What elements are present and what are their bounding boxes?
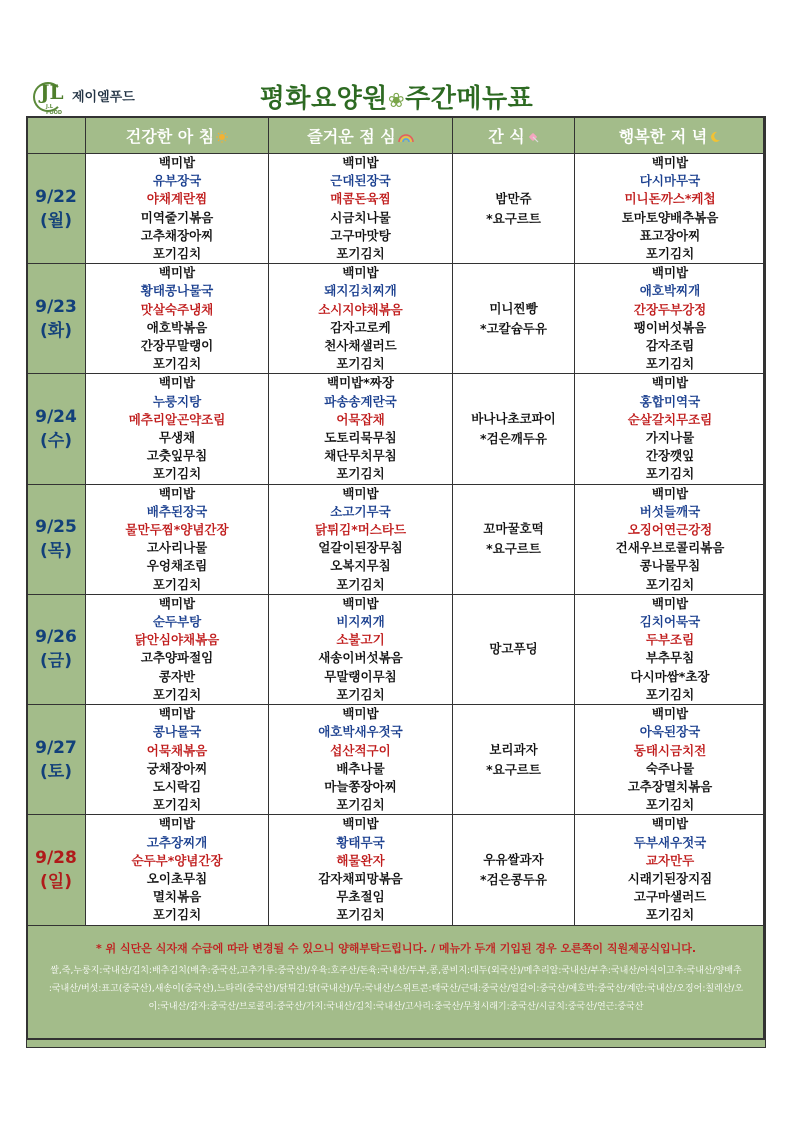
menu-item: 보리과자 bbox=[489, 741, 538, 757]
weekday-label: (목) bbox=[40, 541, 72, 562]
menu-item: 바나나초코파이 bbox=[471, 411, 556, 427]
menu-item: 고춧잎무침 bbox=[146, 448, 208, 464]
menu-item: 백미밥*짜장 bbox=[327, 375, 394, 391]
menu-item: 순살갈치무조림 bbox=[627, 411, 713, 427]
menu-item: 포기김치 bbox=[152, 246, 202, 262]
menu-item: 백미밥 bbox=[158, 485, 196, 501]
menu-item: 섭산적구이 bbox=[330, 742, 391, 758]
menu-item: 메추리알곤약조림 bbox=[128, 411, 226, 427]
menu-item: 포기김치 bbox=[152, 466, 202, 482]
menu-item: 고추장멸치볶음 bbox=[627, 778, 713, 794]
header-breakfast: 건강한 아 침 bbox=[86, 117, 269, 154]
menu-item: 백미밥 bbox=[158, 265, 196, 281]
menu-item: 닭튀김*머스타드 bbox=[314, 522, 407, 538]
menu-item: *검은콩두유 bbox=[480, 871, 547, 887]
date-label: 9/22 bbox=[35, 186, 77, 207]
menu-item: 백미밥 bbox=[158, 706, 196, 722]
menu-item: 백미밥 bbox=[158, 375, 196, 391]
menu-item: *요구르트 bbox=[486, 541, 541, 557]
menu-item: 유부장국 bbox=[152, 173, 202, 189]
menu-item: 김치어묵국 bbox=[639, 614, 701, 630]
menu-item: 포기김치 bbox=[645, 466, 695, 482]
menu-item: 다시마무국 bbox=[639, 173, 701, 189]
menu-item: 물만두찜*양념간장 bbox=[125, 522, 229, 538]
menu-item: 새송이버섯볶음 bbox=[318, 650, 403, 666]
menu-item: 시래기된장지짐 bbox=[627, 870, 713, 886]
menu-item: 근대된장국 bbox=[330, 173, 391, 189]
menu-item: 토마토양배추볶음 bbox=[621, 209, 719, 225]
menu-item: 간장깻잎 bbox=[645, 448, 695, 464]
menu-item: 간장두부강정 bbox=[633, 301, 707, 317]
weekday-label: (토) bbox=[40, 761, 72, 782]
menu-item: 고사리나물 bbox=[146, 540, 208, 556]
menu-item: 미역줄기볶음 bbox=[140, 209, 214, 225]
menu-item: 어묵채볶음 bbox=[146, 742, 208, 758]
menu-item: 망고푸딩 bbox=[489, 641, 538, 657]
menu-item: 오징어연근강정 bbox=[627, 522, 713, 538]
menu-item: 멸치볶음 bbox=[152, 889, 202, 905]
menu-item: 순두부탕 bbox=[152, 614, 202, 630]
menu-item: 감자채피망볶음 bbox=[318, 870, 403, 886]
header-lunch: 즐거운 점 심 bbox=[269, 117, 453, 154]
menu-item: 맛살숙주냉채 bbox=[140, 301, 214, 317]
menu-item: 백미밥 bbox=[651, 265, 689, 281]
menu-item: 포기김치 bbox=[336, 246, 385, 262]
date-label: 9/25 bbox=[35, 517, 77, 538]
menu-item: 감자고로케 bbox=[330, 319, 391, 335]
menu-item: 백미밥 bbox=[651, 706, 689, 722]
menu-item: 포기김치 bbox=[336, 797, 385, 813]
menu-item: 포기김치 bbox=[152, 686, 202, 702]
menu-item: *고칼슘두유 bbox=[480, 320, 547, 336]
menu-item: 무초절임 bbox=[336, 889, 385, 905]
menu-item: 황태무국 bbox=[336, 834, 385, 850]
menu-item: 백미밥 bbox=[342, 816, 379, 832]
menu-item: 가지나물 bbox=[645, 430, 695, 446]
menu-item: 야채계란찜 bbox=[146, 191, 208, 207]
menu-item: 부추무침 bbox=[645, 650, 695, 666]
menu-item: 포기김치 bbox=[645, 576, 695, 592]
table-frame bbox=[26, 116, 765, 1040]
weekday-label: (일) bbox=[40, 871, 72, 892]
menu-item: 백미밥 bbox=[651, 595, 689, 611]
menu-item: 애호박새우젓국 bbox=[318, 724, 403, 740]
menu-item: 우유쌀과자 bbox=[483, 851, 544, 867]
menu-item: 교자만두 bbox=[645, 852, 695, 868]
weekday-label: (수) bbox=[40, 431, 72, 452]
menu-item: 백미밥 bbox=[651, 155, 689, 170]
menu-item: 채단무치무침 bbox=[324, 448, 397, 464]
menu-item: 누룽지탕 bbox=[152, 393, 202, 409]
menu-item: 포기김치 bbox=[645, 246, 695, 262]
menu-item: 돼지김치찌개 bbox=[324, 283, 397, 299]
menu-item: 무말랭이무침 bbox=[324, 668, 397, 684]
menu-item: 버섯들깨국 bbox=[639, 503, 701, 519]
menu-item: 백미밥 bbox=[342, 155, 379, 170]
menu-item: 팽이버섯볶음 bbox=[633, 319, 707, 335]
menu-item: 백미밥 bbox=[342, 706, 379, 722]
menu-item: 백미밥 bbox=[342, 265, 379, 281]
menu-item: 포기김치 bbox=[645, 907, 695, 923]
menu-item: 다시마쌈*초장 bbox=[630, 668, 710, 684]
menu-item: 애호박볶음 bbox=[146, 319, 208, 335]
menu-item: 백미밥 bbox=[342, 485, 379, 501]
header-dinner: 행복한 저 녁 bbox=[575, 117, 766, 154]
weekday-label: (월) bbox=[40, 210, 72, 231]
origin-line: :국내산/버섯:표고(중국산),새송이(중국산),느타리(중국산)/닭튀김:닭(국내산)/무:국내산/스위트콘:태국산/근대:중국산/얼갈이:중국산/애호박:중국산/계란:국내산/오징어:칠레산/오 bbox=[48, 983, 744, 994]
menu-item: 시금치나물 bbox=[330, 209, 391, 225]
date-label: 9/24 bbox=[35, 407, 77, 428]
menu-item: 백미밥 bbox=[651, 485, 689, 501]
title-sub: 주간메뉴표 bbox=[405, 84, 534, 114]
menu-item: 해물완자 bbox=[336, 852, 385, 868]
page-title bbox=[0, 78, 793, 115]
menu-item: 포기김치 bbox=[152, 797, 202, 813]
menu-item: 도토리묵무침 bbox=[324, 430, 397, 446]
menu-item: 황태콩나물국 bbox=[140, 283, 214, 299]
menu-item: 콩자반 bbox=[158, 668, 196, 684]
menu-item: 포기김치 bbox=[152, 356, 202, 372]
date-label: 9/23 bbox=[35, 296, 77, 317]
date-label: 9/27 bbox=[35, 737, 77, 758]
menu-item: 천사채샐러드 bbox=[324, 338, 397, 354]
menu-item: 표고장아찌 bbox=[639, 227, 701, 243]
menu-item: 어묵잡채 bbox=[336, 411, 385, 427]
menu-item: 백미밥 bbox=[651, 375, 689, 391]
menu-item: 닭안심야채볶음 bbox=[134, 632, 220, 648]
menu-item: 포기김치 bbox=[336, 907, 385, 923]
menu-item: 배추나물 bbox=[336, 760, 385, 776]
origin-line: 쌀,죽,누룽지:국내산/김치:배추김치(배추:중국산,고추가루:중국산)/우육:호주산/돈육:국내산/두부,콩,콩비지:대두(외국산)/메추리알:국내산/부추:국내산/아식이고추:국내산/양배추 bbox=[50, 965, 742, 976]
menu-item: 고구마샐러드 bbox=[633, 889, 707, 905]
menu-item: 매콤돈육찜 bbox=[330, 191, 391, 207]
menu-item: 간장무말랭이 bbox=[140, 338, 214, 354]
menu-item: 소고기무국 bbox=[330, 503, 391, 519]
menu-item: 밤만쥬 bbox=[495, 190, 532, 206]
menu-item: 파송송계란국 bbox=[324, 393, 397, 409]
menu-item: 꼬마꿀호떡 bbox=[483, 521, 544, 537]
menu-item: 건새우브로콜리볶음 bbox=[615, 540, 725, 556]
menu-item: 숙주나물 bbox=[645, 760, 695, 776]
flower-icon: ❀ bbox=[387, 88, 406, 112]
menu-item: 소시지야채볶음 bbox=[318, 301, 403, 317]
menu-item: 도시락김 bbox=[152, 778, 202, 794]
logo-mark-icon: JL J.L FOOD bbox=[32, 78, 66, 112]
menu-item: 마늘쫑장아찌 bbox=[324, 778, 397, 794]
weekday-label: (금) bbox=[40, 651, 72, 672]
menu-item: 콩나물국 bbox=[152, 724, 202, 740]
menu-item: *요구르트 bbox=[486, 761, 541, 777]
menu-item: 포기김치 bbox=[336, 356, 385, 372]
menu-item: 궁채장아찌 bbox=[146, 760, 208, 776]
weekday-label: (화) bbox=[40, 320, 72, 341]
menu-item: 홍합미역국 bbox=[639, 393, 701, 409]
menu-item: 포기김치 bbox=[336, 466, 385, 482]
menu-item: 콩나물무침 bbox=[639, 558, 701, 574]
menu-item: 포기김치 bbox=[645, 686, 695, 702]
date-label: 9/28 bbox=[35, 847, 77, 868]
footer-notice: * 위 식단은 식자재 수급에 따라 변경될 수 있으니 양해부탁드립니다. / 메뉴가 두개 기입된 경우 오른쪽이 직원제공식입니다. bbox=[95, 941, 697, 955]
menu-item: 오복지무침 bbox=[330, 558, 391, 574]
menu-item: 미니찐빵 bbox=[489, 300, 538, 316]
menu-item: 고구마맛탕 bbox=[330, 227, 391, 243]
menu-item: 오이초무침 bbox=[146, 870, 208, 886]
menu-item: 소불고기 bbox=[336, 632, 385, 648]
menu-item: *검은깨두유 bbox=[480, 431, 547, 447]
menu-item: 포기김치 bbox=[152, 576, 202, 592]
menu-item: 포기김치 bbox=[645, 356, 695, 372]
menu-item: 백미밥 bbox=[158, 816, 196, 832]
menu-item: 애호박찌개 bbox=[639, 283, 701, 299]
title-main: 평화요양원 bbox=[259, 84, 388, 114]
menu-item: 포기김치 bbox=[336, 686, 385, 702]
menu-item: 얼갈이된장무침 bbox=[318, 540, 403, 556]
menu-item: 고추장찌개 bbox=[146, 834, 208, 850]
menu-item: 포기김치 bbox=[152, 907, 202, 923]
menu-item: 백미밥 bbox=[342, 595, 379, 611]
menu-item: 백미밥 bbox=[158, 595, 196, 611]
menu-item: 아욱된장국 bbox=[639, 724, 701, 740]
menu-item: 고추채장아찌 bbox=[140, 227, 214, 243]
menu-item: 두부조림 bbox=[645, 632, 695, 648]
menu-item: *요구르트 bbox=[486, 210, 541, 226]
header-snack: 간 식 bbox=[453, 117, 575, 154]
menu-item: 포기김치 bbox=[645, 797, 695, 813]
menu-item: 포기김치 bbox=[336, 576, 385, 592]
date-label: 9/26 bbox=[35, 627, 77, 648]
menu-item: 고추양파절임 bbox=[140, 650, 214, 666]
menu-item: 미니돈까스*케첩 bbox=[624, 191, 716, 207]
menu-item: 동태시금치전 bbox=[633, 742, 707, 758]
menu-item: 우엉채조림 bbox=[146, 558, 208, 574]
menu-item: 감자조림 bbox=[645, 338, 695, 354]
menu-item: 백미밥 bbox=[158, 155, 196, 170]
menu-item: 백미밥 bbox=[651, 816, 689, 832]
menu-item: 순두부*양념간장 bbox=[131, 852, 223, 868]
origin-line: 이:국내산/감자:중국산/브로콜리:중국산/가지:국내산/김치:국내산/고사리:중국산/무청시래기:중국산/시금치:중국산/연근:중국산 bbox=[148, 1001, 644, 1012]
menu-item: 무생채 bbox=[158, 430, 196, 446]
menu-item: 배추된장국 bbox=[146, 503, 208, 519]
brand-name: 제이엘푸드 bbox=[72, 89, 135, 105]
menu-item: 두부새우젓국 bbox=[633, 834, 707, 850]
menu-item: 비지찌개 bbox=[336, 614, 385, 630]
